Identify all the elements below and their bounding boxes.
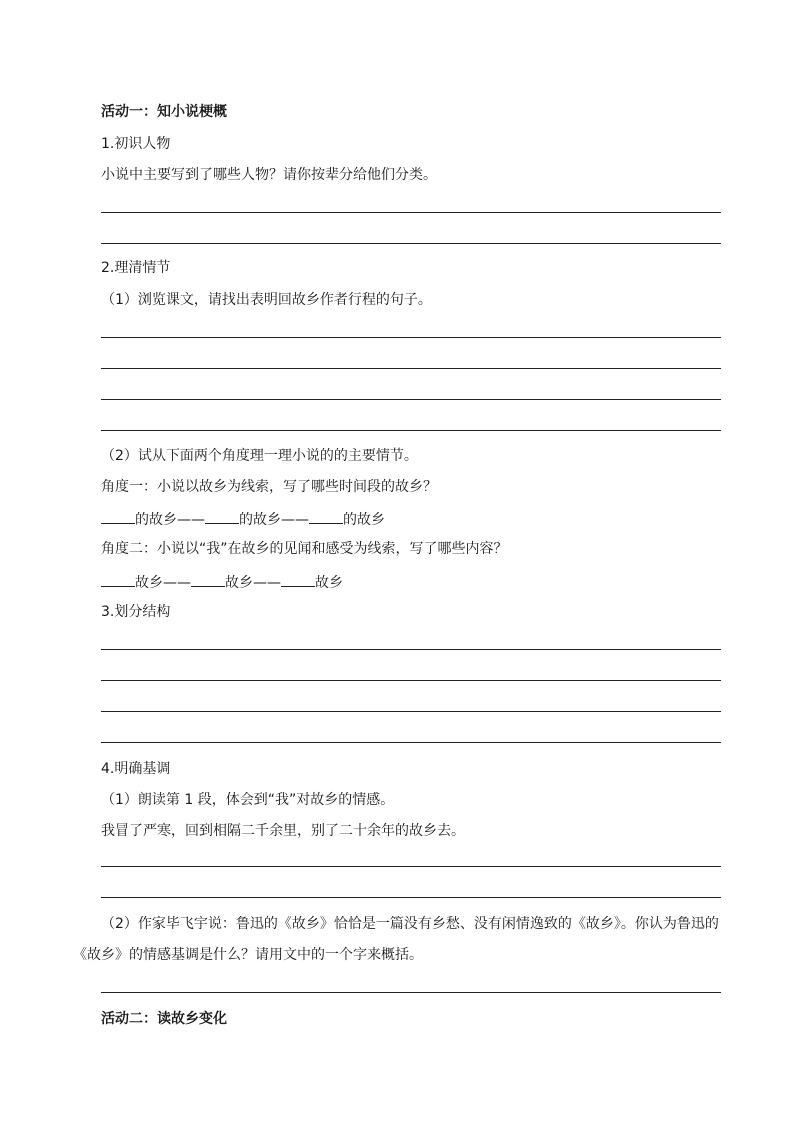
section4-question1: （1）朗读第 1 段，体会到“我”对故乡的情感。 [101,792,395,808]
fill-blank[interactable] [101,572,135,587]
answer-line[interactable] [101,243,721,244]
fill-blank[interactable] [309,509,343,524]
fill-text: 故乡—— [225,575,281,591]
answer-line[interactable] [101,399,721,400]
section3-title: 3.划分结构 [101,604,171,620]
section4-title: 4.明确基调 [101,761,171,777]
fill-text: 故乡 [315,575,343,591]
fill-blank[interactable] [101,509,135,524]
answer-line[interactable] [101,649,721,650]
activity2-heading: 活动二：读故乡变化 [101,1011,227,1027]
fill-text: 的故乡 [343,512,385,528]
section1-title: 1.初识人物 [101,136,171,152]
section2-question1: （1）浏览课文，请找出表明回故乡作者行程的句子。 [101,292,432,308]
fill-text: 的故乡—— [135,512,205,528]
answer-line[interactable] [101,897,721,898]
answer-line[interactable] [101,368,721,369]
answer-line[interactable] [101,866,721,867]
answer-line[interactable] [101,711,721,712]
answer-line[interactable] [101,992,721,993]
activity1-heading: 活动一：知小说梗概 [101,104,227,120]
section4-question2-line1: （2）作家毕飞宇说：鲁迅的《故乡》恰恰是一篇没有乡愁、没有闲情逸致的《故乡》。你认为鲁迅的 [101,916,719,932]
answer-line[interactable] [101,742,721,743]
angle1-fill-row [101,509,385,529]
section1-question: 小说中主要写到了哪些人物？请你按辈分给他们分类。 [101,167,437,183]
fill-text: 故乡—— [135,575,191,591]
fill-blank[interactable] [191,572,225,587]
angle1-text: 角度一：小说以故乡为线索，写了哪些时间段的故乡？ [101,479,437,495]
fill-blank[interactable] [205,509,239,524]
angle2-fill-row [101,572,343,592]
answer-line[interactable] [101,212,721,213]
section2-title: 2.理清情节 [101,260,171,276]
answer-line[interactable] [101,680,721,681]
answer-line[interactable] [101,430,721,431]
fill-text: 的故乡—— [239,512,309,528]
section4-quote: 我冒了严寒，回到相隔二千余里，别了二十余年的故乡去。 [101,823,465,839]
answer-line[interactable] [101,337,721,338]
section4-question2-line2: 《故乡》的情感基调是什么？请用文中的一个字来概括。 [73,947,423,963]
angle2-text: 角度二：小说以“我”在故乡的见闻和感受为线索，写了哪些内容？ [101,541,508,557]
fill-blank[interactable] [281,572,315,587]
section2-question2: （2）试从下面两个角度理一理小说的的主要情节。 [101,448,418,464]
